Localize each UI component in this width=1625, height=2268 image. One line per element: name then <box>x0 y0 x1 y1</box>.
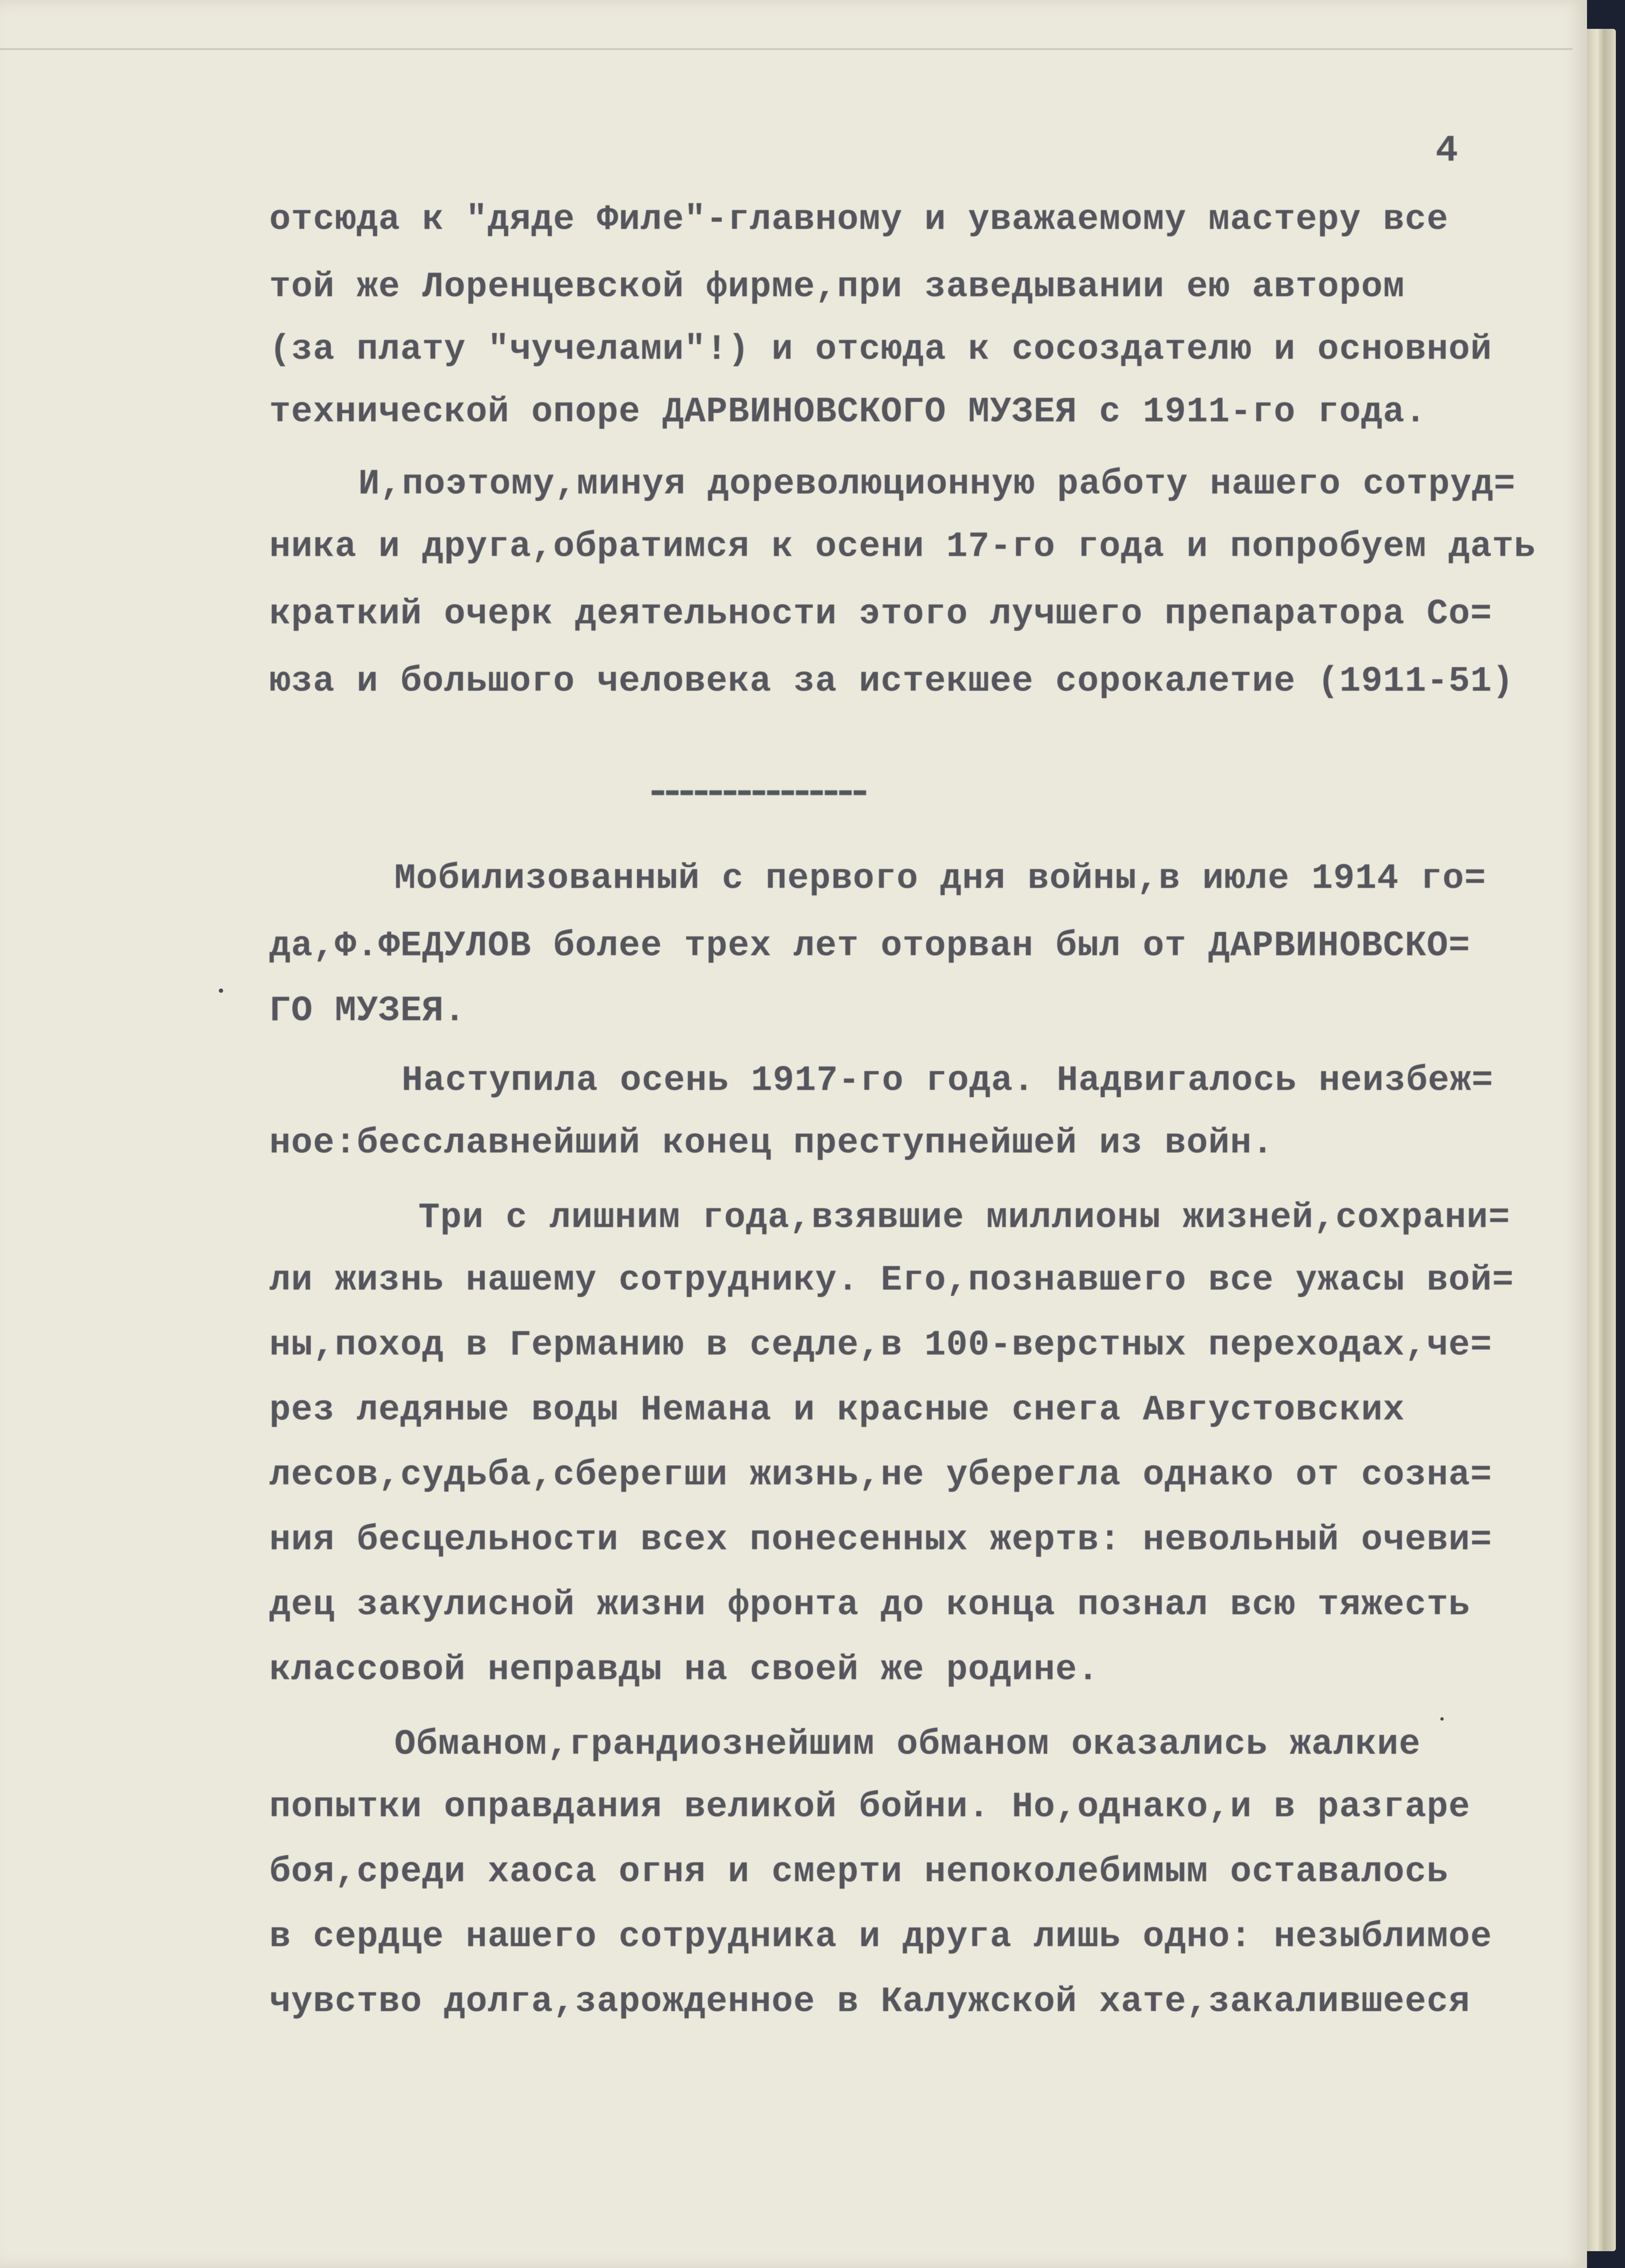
text-line: ны,поход в Германию в седле,в 100-верстных переходах,че= <box>269 1325 1492 1366</box>
text-line: ГО МУЗЕЯ. <box>269 991 466 1031</box>
text-line: дец закулисной жизни фронта до конца познал всю тяжесть <box>269 1585 1471 1625</box>
text-line: ния бесцельности всех понесенных жертв: невольный очеви= <box>269 1520 1492 1560</box>
text-line: да,Ф.ФЕДУЛОВ более трех лет оторван был от ДАРВИНОВСКО= <box>269 926 1471 966</box>
section-separator <box>652 790 868 795</box>
text-line: Мобилизованный с первого дня войны,в июле 1914 го= <box>394 859 1486 899</box>
text-line: Обманом,грандиознейшим обманом оказались жалкие <box>394 1724 1421 1765</box>
text-line: чувство долга,зарожденное в Калужской хате,закалившееся <box>269 1982 1471 2022</box>
ink-speck <box>1440 1717 1444 1721</box>
top-page-edge <box>0 48 1573 50</box>
text-line: ли жизнь нашему сотруднику. Его,познавшего все ужасы вой= <box>269 1260 1514 1301</box>
text-line: юза и большого человека за истекшее сорокалетие (1911-51) <box>269 661 1514 702</box>
text-line: боя,среди хаоса огня и смерти непоколебимым оставалось <box>269 1852 1449 1892</box>
page-number: 4 <box>1436 130 1458 172</box>
text-line: в сердце нашего сотрудника и друга лишь одно: незыблимое <box>269 1917 1492 1957</box>
text-line: ника и друга,обратимся к осени 17-го года и попробуем дать <box>269 527 1536 567</box>
text-line: технической опоре ДАРВИНОВСКОГО МУЗЕЯ с 1911-го года. <box>269 392 1427 432</box>
page-stack-edge <box>1587 29 1616 2251</box>
ink-speck <box>219 988 223 993</box>
text-line: попытки оправдания великой бойни. Но,однако,и в разгаре <box>269 1787 1471 1827</box>
text-line: (за плату "чучелами"!) и отсюда к сосоздателю и основной <box>269 329 1492 370</box>
text-line: Три с лишним года,взявшие миллионы жизней,сохрани= <box>418 1198 1511 1238</box>
text-line: той же Лоренцевской фирме,при заведывании ею автором <box>269 267 1405 307</box>
text-line: краткий очерк деятельности этого лучшего препаратора Со= <box>269 594 1492 634</box>
text-line: Наступила осень 1917-го года. Надвигалось неизбеж= <box>402 1061 1494 1101</box>
text-line: классовой неправды на своей же родине. <box>269 1650 1099 1690</box>
text-line: И,поэтому,минуя дореволюционную работу нашего сотруд= <box>358 464 1516 505</box>
text-line: рез ледяные воды Немана и красные снега Августовских <box>269 1390 1405 1431</box>
text-line: отсюда к "дяде Филе"-главному и уважаемому мастеру все <box>269 200 1449 240</box>
text-line: ное:бесславнейший конец преступнейшей из войн. <box>269 1123 1274 1164</box>
text-line: лесов,судьба,сберегши жизнь,не уберегла однако от созна= <box>269 1455 1492 1495</box>
